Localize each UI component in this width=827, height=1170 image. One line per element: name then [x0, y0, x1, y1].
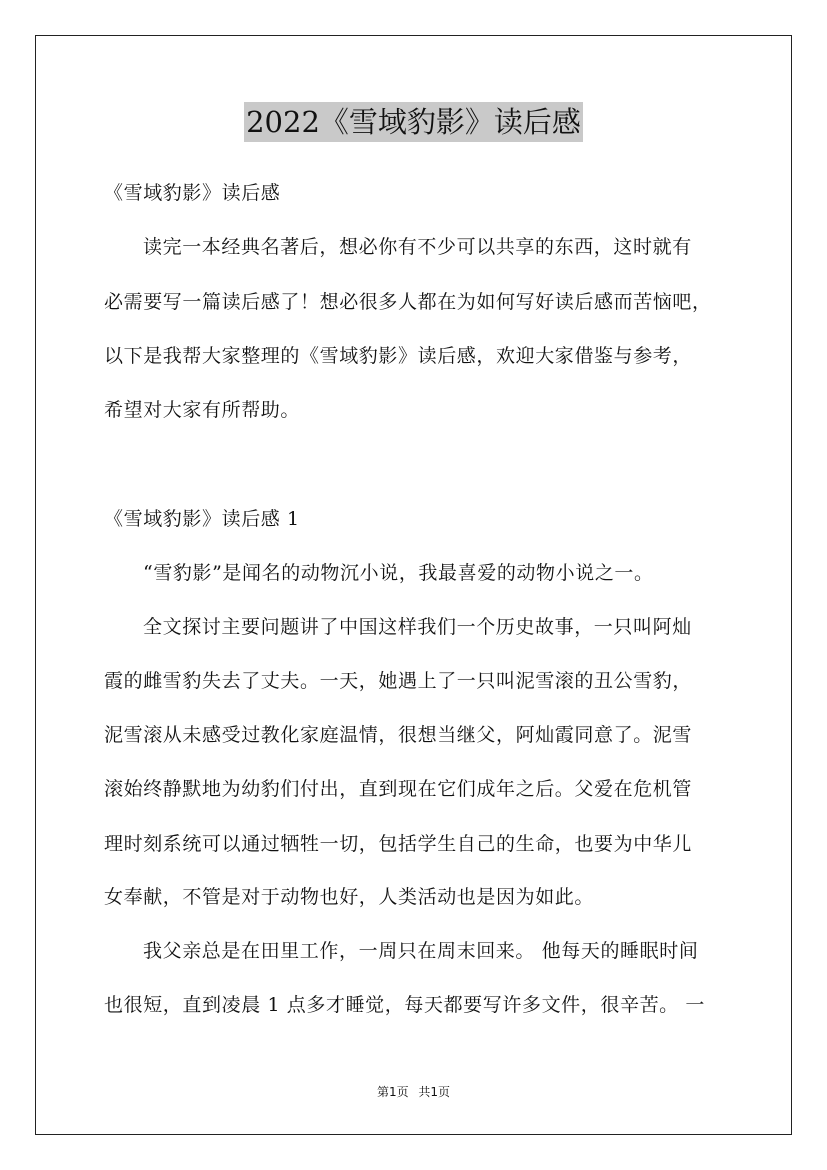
paragraph-line: 泥雪滚从未感受过教化家庭温情，很想当继父，阿灿霞同意了。泥雪 — [104, 724, 693, 746]
paragraph-line: 全文探讨主要问题讲了中国这样我们一个历史故事，一只叫阿灿 — [143, 616, 692, 638]
intro-line: 以下是我帮大家整理的《雪域豹影》读后感，欢迎大家借鉴与参考， — [104, 345, 693, 367]
paragraph-line: “雪豹影”是闻名的动物沉小说，我最喜爱的动物小说之一。 — [143, 562, 654, 584]
intro-line: 必需要写一篇读后感了！想必很多人都在为如何写好读后感而苦恼吧， — [104, 291, 712, 313]
section-heading: 《雪域豹影》读后感 1 — [104, 508, 300, 530]
paragraph-line: 也很短，直到凌晨 1 点多才睡觉，每天都要写许多文件，很辛苦。 一 — [104, 994, 706, 1016]
page-footer — [0, 1084, 827, 1100]
paragraph-line: 女奉献，不管是对于动物也好，人类活动也是因为如此。 — [104, 886, 595, 908]
document-title: 2022《雪域豹影》读后感 — [244, 102, 583, 142]
intro-line: 读完一本经典名著后，想必你有不少可以共享的东西，这时就有 — [143, 236, 692, 258]
intro-line: 希望对大家有所帮助。 — [104, 399, 301, 421]
paragraph-line: 我父亲总是在田里工作，一周只在周末回来。 他每天的睡眠时间 — [143, 940, 699, 962]
paragraph-line: 滚始终静默地为幼豹们付出，直到现在它们成年之后。父爱在危机管 — [104, 778, 693, 800]
page-number: 第1页 — [376, 1085, 409, 1099]
paragraph-line: 霞的雌雪豹失去了丈夫。一天，她遇上了一只叫泥雪滚的丑公雪豹， — [104, 670, 693, 692]
subtitle: 《雪域豹影》读后感 — [104, 182, 281, 204]
title-container — [0, 102, 827, 142]
page-total: 共1页 — [418, 1085, 451, 1099]
paragraph-line: 理时刻系统可以通过牺牲一切，包括学生自己的生命，也要为中华儿 — [104, 833, 693, 855]
